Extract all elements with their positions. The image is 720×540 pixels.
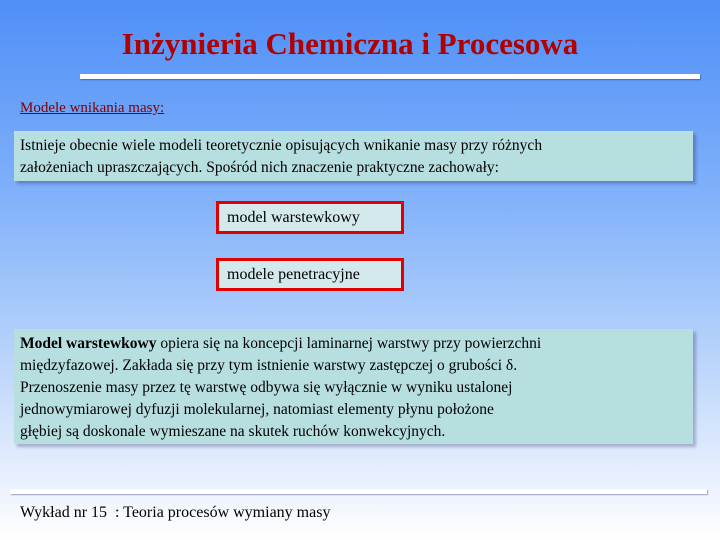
detail-line xyxy=(20,333,687,355)
intro-text-box xyxy=(14,131,693,181)
detail-line: głębiej są doskonale wymieszane na skutek ruchów konwekcyjnych. xyxy=(20,423,446,440)
footer-divider xyxy=(10,489,707,494)
detail-term: Model warstewkowy xyxy=(20,335,157,352)
detail-line-rest: opiera się na koncepcji laminarnej warstwy przy powierzchni xyxy=(156,335,542,352)
slide-title: Inżynieria Chemiczna i Procesowa xyxy=(121,26,579,61)
section-heading: Modele wnikania masy: xyxy=(20,100,165,116)
detail-line: międzyfazowej. Zakłada się przy tym istnienie warstwy zastępczej o grubości δ. xyxy=(20,357,518,374)
detail-text-box xyxy=(14,329,693,444)
intro-line: Istnieje obecnie wiele modeli teoretycznie opisujących wnikanie masy przy różnych xyxy=(20,137,543,154)
footer-text: Wykład nr 15 : Teoria procesów wymiany masy xyxy=(20,504,331,521)
detail-line: jednowymiarowej dyfuzji molekularnej, natomiast elementy płynu położone xyxy=(20,401,494,418)
intro-line: założeniach upraszczających. Spośród nich znaczenie praktyczne zachowały: xyxy=(20,159,499,176)
title-divider xyxy=(80,74,700,79)
model-box-penetracyjne: modele penetracyjne xyxy=(216,258,404,291)
model-box-warstewkowy: model warstewkowy xyxy=(216,201,404,234)
detail-line: Przenoszenie masy przez tę warstwę odbywa się wyłącznie w wyniku ustalonej xyxy=(20,379,513,396)
